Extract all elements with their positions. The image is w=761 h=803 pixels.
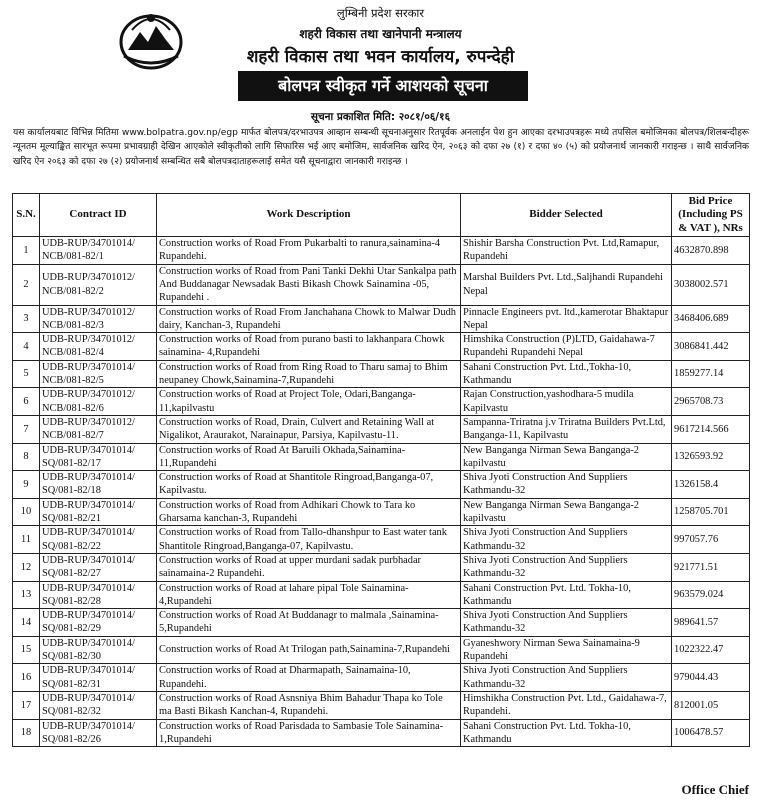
- cell-work-description: Construction works of Road At Trilogan path,Sainamina-7,Rupandehi: [157, 636, 461, 664]
- cell-bidder: Sampanna-Triratna j.v Triratna Builders Pvt.Ltd, Banganga-11, Kapilvastu: [461, 415, 672, 443]
- cell-contract-id: UDB-RUP/34701012/ NCB/081-82/4: [40, 333, 157, 361]
- cell-sn: 10: [13, 498, 40, 526]
- cell-work-description: Construction works of Road at lahare pipal Tole Sainamina-4,Rupandehi: [157, 581, 461, 609]
- table-header-row: [13, 194, 750, 237]
- table-row: [13, 636, 750, 664]
- cell-sn: 17: [13, 691, 40, 719]
- cell-work-description: Construction works of Road from Adhikari Chowk to Tara ko Gharsama kanchan-3, Rupandehi: [157, 498, 461, 526]
- ministry-name: शहरी विकास तथा खानेपानी मन्त्रालय: [299, 27, 462, 41]
- table-row: [13, 664, 750, 692]
- cell-sn: 5: [13, 360, 40, 388]
- cell-contract-id: UDB-RUP/34701014/ SQ/081-82/27: [40, 553, 157, 581]
- table-row: [13, 305, 750, 333]
- cell-contract-id: UDB-RUP/34701014/ SQ/081-82/31: [40, 664, 157, 692]
- header-contract-id: Contract ID: [40, 194, 157, 237]
- bid-table: [12, 193, 750, 747]
- cell-sn: 9: [13, 471, 40, 499]
- cell-sn: 6: [13, 388, 40, 416]
- cell-contract-id: UDB-RUP/34701014/ SQ/081-82/30: [40, 636, 157, 664]
- cell-bid-price: 921771.51: [672, 553, 750, 581]
- cell-work-description: Construction works of Road Parisdada to Sambasie Tole Sainamina-1,Rupandehi: [157, 719, 461, 747]
- cell-bid-price: 4632870.898: [672, 237, 750, 265]
- cell-bidder: Himshika Construction (P)LTD, Gaidahawa-7 Rupandehi Rupandehi Nepal: [461, 333, 672, 361]
- cell-contract-id: UDB-RUP/34701012/ NCB/081-82/3: [40, 305, 157, 333]
- cell-bidder: Pinnacle Engineers pvt. ltd.,kamerotar Bhaktapur Nepal: [461, 305, 672, 333]
- cell-bid-price: 1006478.57: [672, 719, 750, 747]
- cell-sn: 7: [13, 415, 40, 443]
- cell-bid-price: 3038002.571: [672, 264, 750, 305]
- cell-bid-price: 997057.76: [672, 526, 750, 554]
- intro-paragraph: यस कार्यालयबाट विभिन्न मितिमा www.bolpatra.gov.np/egp मार्फत बोलपत्र/दरभाउपत्र आव्हान सम्बन्धी सूचनाअनुसार रितपूर्वक अनलाईन पेश हुन आएका दरभाउपत्रहरू मध्ये तपसिल बमोजिमका बोलपत्र/शिलबन्दीहरू न्यूनतम मूल्याङ्कित सारभूत रूपमा प्रभावग्राही देखिन आएकोले स्वीकृतीको लागि सिफारिस भई आए बमोजिम, सार्वजनिक खरिद ऐन, २०६३ को दफा २७ (१) र दफा ४० (५) को प्रयोजनार्थ जानकारी गराइन्छ । साथै सार्वजनिक खरिद ऐन २०६३ को दफा २७ (२) प्रयोजनार्थ सम्बन्धित सबै बोलपत्रदाताहरूलाई समेत यसै सूचनाद्वारा जानकारी गराइन्छ ।: [13, 128, 749, 167]
- signatory-label: Office Chief: [681, 782, 749, 797]
- table-row: [13, 264, 750, 305]
- cell-bid-price: 812001.05: [672, 691, 750, 719]
- cell-sn: 2: [13, 264, 40, 305]
- table-row: [13, 471, 750, 499]
- cell-work-description: Construction works of Road at Project Tole, Odari,Banganga-11,kapilvastu: [157, 388, 461, 416]
- cell-contract-id: UDB-RUP/34701012/ NCB/081-82/7: [40, 415, 157, 443]
- table-row: [13, 719, 750, 747]
- cell-bidder: Rajan Construction,yashodhara-5 mudila Kapilvastu: [461, 388, 672, 416]
- cell-bid-price: 1022322.47: [672, 636, 750, 664]
- cell-bid-price: 989641.57: [672, 609, 750, 637]
- cell-contract-id: UDB-RUP/34701014/ SQ/081-82/28: [40, 581, 157, 609]
- cell-work-description: Construction works of Road At Baruili Okhada,Sainamina-11,Rupandehi: [157, 443, 461, 471]
- cell-contract-id: UDB-RUP/34701014/ SQ/081-82/22: [40, 526, 157, 554]
- table-row: [13, 388, 750, 416]
- cell-work-description: Construction works of Road from Tallo-dhanshpur to East water tank Shantitole Ringroad,Banganga-07, Kapilvastu.: [157, 526, 461, 554]
- cell-sn: 8: [13, 443, 40, 471]
- cell-sn: 3: [13, 305, 40, 333]
- cell-bid-price: 1326158.4: [672, 471, 750, 499]
- cell-sn: 15: [13, 636, 40, 664]
- cell-bidder: Marshal Builders Pvt. Ltd.,Saljhandi Rupandehi Nepal: [461, 264, 672, 305]
- table-row: [13, 360, 750, 388]
- cell-bidder: Shishir Barsha Construction Pvt. Ltd,Ramapur, Rupandehi: [461, 237, 672, 265]
- cell-bidder: Shiva Jyoti Construction And Suppliers Kathmandu-32: [461, 526, 672, 554]
- cell-sn: 12: [13, 553, 40, 581]
- cell-work-description: Construction works of Road from purano basti to lakhanpara Chowk sainamina- 4,Rupandehi: [157, 333, 461, 361]
- publish-date: सूचना प्रकाशित मिति: २०८१/०६/१६: [310, 111, 451, 123]
- cell-bidder: Himshikha Construction Pvt. Ltd., Gaidahawa-7, Rupandehi.: [461, 691, 672, 719]
- cell-bidder: Shiva Jyoti Construction And Suppliers Kathmandu-32: [461, 553, 672, 581]
- cell-bid-price: 2965708.73: [672, 388, 750, 416]
- cell-work-description: Construction works of Road Asnsniya Bhim Bahadur Thapa ko Tole ma Basti Bikash Kanchan-4, Rupandehi.: [157, 691, 461, 719]
- cell-work-description: Construction works of Road From Janchahana Chowk to Malwar Dudh dairy, Kanchan-3, Rupandehi: [157, 305, 461, 333]
- cell-bidder: Shiva Jyoti Construction And Suppliers Kathmandu-32: [461, 471, 672, 499]
- header-work-description: Work Description: [157, 194, 461, 237]
- cell-work-description: Construction works of Road at Dharmapath, Sainamaina-10, Rupandehi.: [157, 664, 461, 692]
- cell-work-description: Construction works of Road from Ring Road to Tharu samaj to Bhim neupaney Chowk,Sainamina-7,Rupandehi: [157, 360, 461, 388]
- cell-bidder: Shiva Jyoti Construction And Suppliers Kathmandu-32: [461, 609, 672, 637]
- cell-contract-id: UDB-RUP/34701014/ SQ/081-82/26: [40, 719, 157, 747]
- cell-contract-id: UDB-RUP/34701014/ NCB/081-82/5: [40, 360, 157, 388]
- table-row: [13, 443, 750, 471]
- table-row: [13, 581, 750, 609]
- cell-work-description: Construction works of Road From Pukarbalti to ranura,sainamina-4 Rupandehi.: [157, 237, 461, 265]
- cell-contract-id: UDB-RUP/34701014/ NCB/081-82/1: [40, 237, 157, 265]
- cell-work-description: Construction works of Road At Buddanagr to malmala ,Sainamina-5,Rupandehi: [157, 609, 461, 637]
- cell-bid-price: 1258705.701: [672, 498, 750, 526]
- cell-bid-price: 3086841.442: [672, 333, 750, 361]
- table-row: [13, 415, 750, 443]
- cell-bid-price: 979044.43: [672, 664, 750, 692]
- cell-work-description: Construction works of Road at upper murdani sadak purbhadar sainamaina-2 Rupandehi.: [157, 553, 461, 581]
- cell-work-description: Construction works of Road at Shantitole Ringroad,Banganga-07, Kapilvastu.: [157, 471, 461, 499]
- table-row: [13, 498, 750, 526]
- table-body: [13, 237, 750, 747]
- cell-sn: 18: [13, 719, 40, 747]
- cell-bid-price: 9617214.566: [672, 415, 750, 443]
- cell-sn: 4: [13, 333, 40, 361]
- cell-contract-id: UDB-RUP/34701014/ SQ/081-82/21: [40, 498, 157, 526]
- table-row: [13, 553, 750, 581]
- table-row: [13, 609, 750, 637]
- table-row: [13, 237, 750, 265]
- cell-contract-id: UDB-RUP/34701014/ SQ/081-82/32: [40, 691, 157, 719]
- cell-contract-id: UDB-RUP/34701014/ SQ/081-82/18: [40, 471, 157, 499]
- table-row: [13, 526, 750, 554]
- cell-contract-id: UDB-RUP/34701014/ SQ/081-82/29: [40, 609, 157, 637]
- cell-bid-price: 3468406.689: [672, 305, 750, 333]
- header-bid-price: Bid Price (Including PS & VAT ), NRs: [672, 194, 750, 237]
- header-sn: S.N.: [13, 194, 40, 237]
- cell-work-description: Construction works of Road from Pani Tanki Dekhi Utar Sankalpa path And Buddanagar Newsadak Basti Bikash Chowk Sainamina -05, Rupandehi .: [157, 264, 461, 305]
- cell-contract-id: UDB-RUP/34701012/ NCB/081-82/6: [40, 388, 157, 416]
- cell-bidder: Sahani Construction Pvt. Ltd.,Tokha-10, Kathmandu: [461, 360, 672, 388]
- cell-work-description: Construction works of Road, Drain, Culvert and Retaining Wall at Nigalikot, Araurakot, Narainapur, Parsiya, Kapilvastu-11.: [157, 415, 461, 443]
- cell-sn: 16: [13, 664, 40, 692]
- office-name: शहरी विकास तथा भवन कार्यालय, रुपन्देही: [246, 47, 515, 67]
- government-name: लुम्बिनी प्रदेश सरकार: [336, 6, 425, 20]
- cell-bidder: Shiva Jyoti Construction And Suppliers Kathmandu-32: [461, 664, 672, 692]
- cell-sn: 11: [13, 526, 40, 554]
- cell-bidder: Sahani Construction Pvt. Ltd. Tokha-10, Kathmandu: [461, 581, 672, 609]
- notice-title: बोलपत्र स्वीकृत गर्ने आशयको सूचना: [238, 71, 528, 101]
- header-bidder-selected: Bidder Selected: [461, 194, 672, 237]
- cell-sn: 1: [13, 237, 40, 265]
- cell-bidder: New Banganga Nirman Sewa Banganga-2 kapilvastu: [461, 498, 672, 526]
- cell-bidder: New Banganga Nirman Sewa Banganga-2 kapilvastu: [461, 443, 672, 471]
- cell-sn: 14: [13, 609, 40, 637]
- cell-contract-id: UDB-RUP/34701012/ NCB/081-82/2: [40, 264, 157, 305]
- cell-bidder: Sahani Construction Pvt. Ltd. Tokha-10, Kathmandu: [461, 719, 672, 747]
- cell-sn: 13: [13, 581, 40, 609]
- cell-bid-price: 1859277.14: [672, 360, 750, 388]
- cell-bid-price: 1326593.92: [672, 443, 750, 471]
- cell-contract-id: UDB-RUP/34701014/ SQ/081-82/17: [40, 443, 157, 471]
- notice-header: [0, 0, 761, 110]
- table-row: [13, 333, 750, 361]
- table-row: [13, 691, 750, 719]
- cell-bidder: Gyaneshwory Nirman Sewa Sainamaina-9 Rupandehi: [461, 636, 672, 664]
- cell-bid-price: 963579.024: [672, 581, 750, 609]
